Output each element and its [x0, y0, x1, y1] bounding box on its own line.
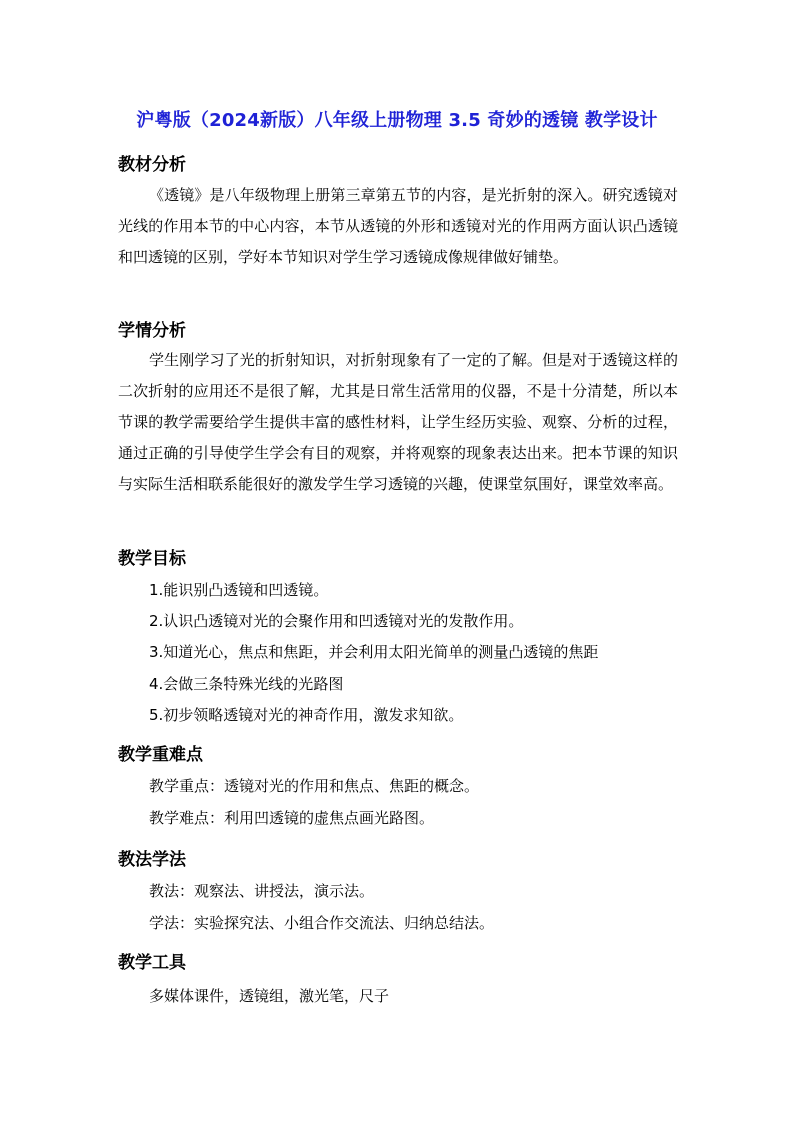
teaching-method-line: 教法：观察法、讲授法，演示法。 [149, 882, 375, 900]
section-heading-student-analysis: 学情分析 [118, 321, 186, 341]
objective-item: 4.会做三条特殊光线的光路图 [149, 675, 344, 693]
section-heading-textbook-analysis: 教材分析 [118, 155, 186, 175]
objective-item: 5.初步领略透镜对光的神奇作用，激发求知欲。 [149, 706, 464, 724]
section-heading-teaching-methods: 教法学法 [118, 850, 186, 870]
learning-method-line: 学法：实验探究法、小组合作交流法、归纳总结法。 [149, 914, 495, 932]
objective-item: 1.能识别凸透镜和凹透镜。 [149, 581, 329, 599]
section-heading-teaching-tools: 教学工具 [118, 953, 186, 973]
section-heading-key-difficult-points: 教学重难点 [118, 745, 203, 765]
difficult-point-line: 教学难点：利用凹透镜的虚焦点画光路图。 [149, 809, 435, 827]
key-point-line: 教学重点：透镜对光的作用和焦点、焦距的概念。 [149, 777, 480, 795]
student-analysis-paragraph: 学生刚学习了光的折射知识，对折射现象有了一定的了解。但是对于透镜这样的二次折射的应用还不是很了解，尤其是日常生活常用的仪器，不是十分清楚，所以本节课的教学需要给学生提供丰富的感性材料，让学生经历实验、观察、分析的过程，通过正确的引导使学生学会有目的观察，并将观察的现象表达出来。把本节课的知识与实际生活相联系能很好的激发学生学习透镜的兴趣，使课堂氛围好，课堂效率高。 [118, 351, 678, 493]
document-title: 沪粤版（2024新版）八年级上册物理 3.5 奇妙的透镜 教学设计 [136, 110, 658, 131]
objective-item: 3.知道光心，焦点和焦距，并会利用太阳光简单的测量凸透镜的焦距 [149, 643, 599, 661]
teaching-tools-line: 多媒体课件，透镜组，激光笔，尺子 [149, 987, 390, 1005]
objective-item: 2.认识凸透镜对光的会聚作用和凹透镜对光的发散作用。 [149, 612, 524, 630]
section-heading-teaching-objectives: 教学目标 [118, 549, 186, 569]
textbook-analysis-paragraph: 《透镜》是八年级物理上册第三章第五节的内容，是光折射的深入。研究透镜对光线的作用本节的中心内容，本节从透镜的外形和透镜对光的作用两方面认识凸透镜和凹透镜的区别，学好本节知识对学生学习透镜成像规律做好铺垫。 [118, 186, 678, 266]
